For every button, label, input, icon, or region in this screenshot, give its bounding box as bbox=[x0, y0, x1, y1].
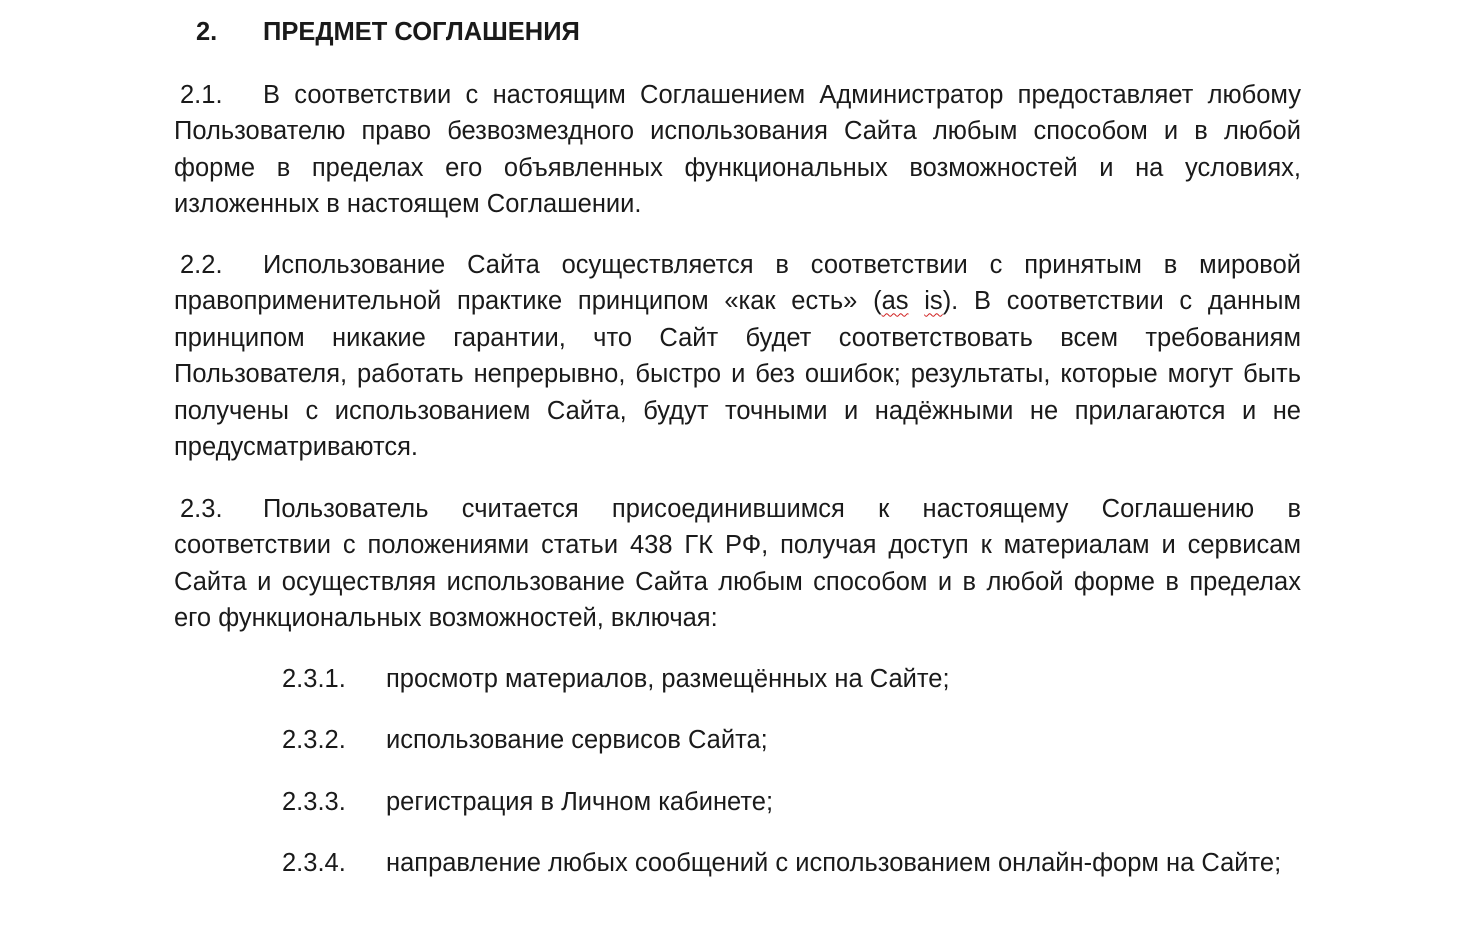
section-title: ПРЕДМЕТ СОГЛАШЕНИЯ bbox=[263, 18, 580, 46]
spellcheck-term[interactable]: is bbox=[924, 287, 943, 316]
section-heading bbox=[196, 14, 580, 50]
subclause-number: 2.3.3. bbox=[282, 788, 346, 816]
clause-number: 2.1. bbox=[180, 81, 223, 109]
clause-text: Пользователь считается присоединившимся к настоящему Соглашению в соответствии с положениями статьи 438 ГК РФ, получая доступ к материалам и сервисам Сайта и осуществляя использование Сайта любым способом и в любой форме в пределах его функциональных возможностей, включая: bbox=[174, 495, 1301, 633]
subclause-number: 2.3.2. bbox=[282, 726, 346, 754]
subclause-text: просмотр материалов, размещённых на Сайте; bbox=[386, 665, 950, 693]
subclause-text: использование сервисов Сайта; bbox=[386, 726, 768, 754]
clause-number: 2.3. bbox=[180, 495, 223, 523]
clause-text: В соответствии с настоящим Соглашением Администратор предоставляет любому Пользователю право безвозмездного использования Сайта любым способом и в любой форме в пределах его объявленных функциональных возможностей и на условиях, изложенных в настоящем Соглашении. bbox=[174, 81, 1301, 219]
subclause-2-3-3 bbox=[282, 784, 1301, 820]
subclause-text: направление любых сообщений с использованием онлайн-форм на Сайте; bbox=[386, 849, 1282, 877]
section-number: 2. bbox=[196, 18, 218, 46]
clause-2-3 bbox=[174, 491, 1301, 637]
subclause-number: 2.3.1. bbox=[282, 665, 346, 693]
subclause-2-3-2 bbox=[282, 722, 1301, 758]
subclause-number: 2.3.4. bbox=[282, 849, 346, 877]
subclause-2-3-4 bbox=[282, 845, 1301, 881]
subclause-text: регистрация в Личном кабинете; bbox=[386, 788, 774, 816]
clause-text-after: ). В соответствии с данным принципом никакие гарантии, что Сайт будет соответствовать всем требованиям Пользователя, работать непрерывно, быстро и без ошибок; результаты, которые могут быть получены с использованием Сайта, будут точными и надёжными не прилагаются и не предусматриваются. bbox=[174, 287, 1301, 462]
clause-2-1 bbox=[174, 77, 1301, 223]
clause-text-before: Использование Сайта осуществляется в соответствии с принятым в мировой правоприменительной практике принципом «как есть» ( bbox=[174, 251, 1301, 316]
spellcheck-term[interactable]: as bbox=[881, 287, 909, 316]
subclause-2-3-1 bbox=[282, 661, 1301, 697]
clause-2-2 bbox=[174, 247, 1301, 465]
clause-number: 2.2. bbox=[180, 251, 223, 279]
term-space bbox=[909, 287, 925, 315]
